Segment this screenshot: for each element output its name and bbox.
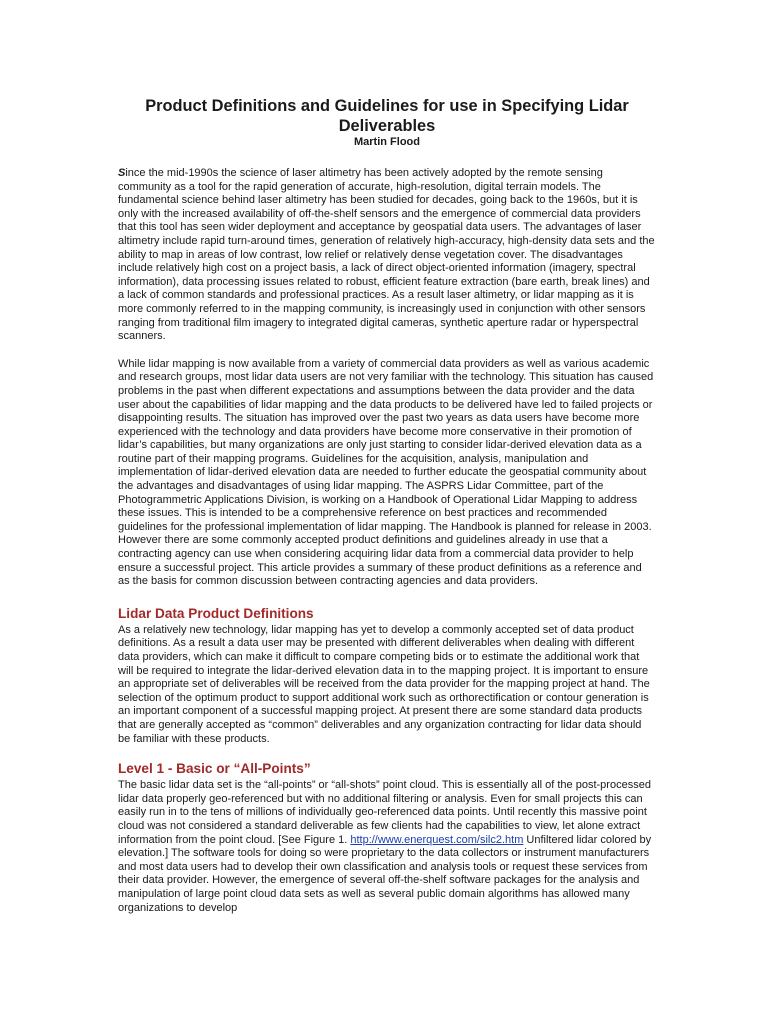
section-heading-product-definitions: Lidar Data Product Definitions	[118, 605, 314, 621]
enerquest-link[interactable]: http://www.enerquest.com/silc2.htm	[350, 833, 524, 846]
section-heading-level-1: Level 1 - Basic or “All-Points”	[118, 761, 311, 777]
intro-paragraph-1-text: ince the mid-1990s the science of laser altimetry has been actively adopted by the remote sensing community as a tool for the rapid generation of accurate, high-resolution, digital terrain models. The fundamental science behind laser altimetry has been studied for decades, going back to the 1960s, but it is only with the increased availability of off-the-shelf sensors and the emergence of commercial data providers that this tool has seen wider deployment and acceptance by geospatial data users. The advantages of laser altimetry include rapid turn-around times, generation of relatively high-accuracy, high-density data sets and the ability to map in areas of low contrast, low relief or relatively dense vegetation cover. The disadvantages include relatively high cost on a project basis, a lack of direct object-oriented information (imagery, spectral information), data processing issues related to robust, efficient feature extraction (bare earth, break lines) and a lack of common standards and professional practices. As a result laser altimetry, or lidar mapping as it is more commonly referred to in the mapping community, is increasingly used in conjunction with other sensors ranging from traditional film imagery to integrated digital cameras, synthetic aperture radar or hyperspectral scanners.	[118, 167, 655, 343]
section-product-definitions-body: As a relatively new technology, lidar mapping has yet to develop a commonly accepted set of data product definitions. As a result a data user may be presented with different deliverables when dealing with different data providers, which can make it difficult to compare competing bids or to estimate the additional work that will be required to integrate the lidar-derived elevation data in to the mapping project. It is important to ensure an appropriate set of deliverables will be received from the data provider for the mapping project at hand. The selection of the optimum product to support additional work such as orthorectification or contour generation is an important component of a successful mapping project. At present there are some standard data products that are generally accepted as “common” deliverables and any organization contracting for lidar data should be familiar with these products.	[118, 623, 650, 745]
section-level-1-text-a: The basic lidar data set is the “all-points” or “all-shots” point cloud. This is essentially all of the post-processed lidar data properly geo-referenced but with no additional filtering or analysis. Even for small projects this can easily run in to the tens of millions of individually geo-referenced data points. Until recently this massive point cloud was not considered a standard deliverable as few clients had the capabilities to view, let alone extract information from the point cloud. [See Figure 1.	[118, 779, 651, 846]
document-title: Product Definitions and Guidelines for use in Specifying Lidar Deliverables	[145, 97, 629, 135]
section-level-1-text-b: Unfiltered lidar colored by elevation.] The software tools for doing so were proprietary to the data collectors or instrument manufacturers and most data users had to develop their own classification and analysis tools or request these services from their data provider. However, the emergence of several off-the-shelf software packages for the analysis and manipulation of large point cloud data sets as well as several public domain algorithms has allowed many organizations to develop	[118, 833, 652, 914]
drop-cap: S	[118, 167, 126, 179]
document-author: Martin Flood	[354, 136, 420, 148]
intro-paragraph-2: While lidar mapping is now available from a variety of commercial data providers as well as various academic and research groups, most lidar data users are not very familiar with the technology. This situation has caused problems in the past when different expectations and assumptions between the data provider and the data user about the capabilities of lidar mapping and the data products to be delivered have led to failed projects or disappointing results. The situation has improved over the past two years as data users have become more experienced with the technology and data providers have become more conservative in their promotion of lidar’s capabilities, but many organizations are only just starting to consider lidar-derived elevation data as a routine part of their mapping programs. Guidelines for the acquisition, analysis, manipulation and implementation of lidar-derived elevation data are needed to further educate the geospatial community about the advantages and disadvantages of using lidar mapping. The ASPRS Lidar Committee, part of the Photogrammetric Applications Division, is working on a Handbook of Operational Lidar Mapping to address these issues. This is intended to be a comprehensive reference on best practices and recommended guidelines for the professional implementation of lidar mapping. The Handbook is planned for release in 2003. However there are some commonly accepted product definitions and guidelines already in use that a contracting agency can use when considering acquiring lidar data from a commercial data provider to help ensure a successful project. This article provides a summary of these product definitions as a reference and as the basis for common discussion between contracting agencies and data providers.	[118, 357, 654, 588]
intro-paragraph-1	[118, 167, 656, 344]
section-level-1-body	[118, 779, 656, 915]
